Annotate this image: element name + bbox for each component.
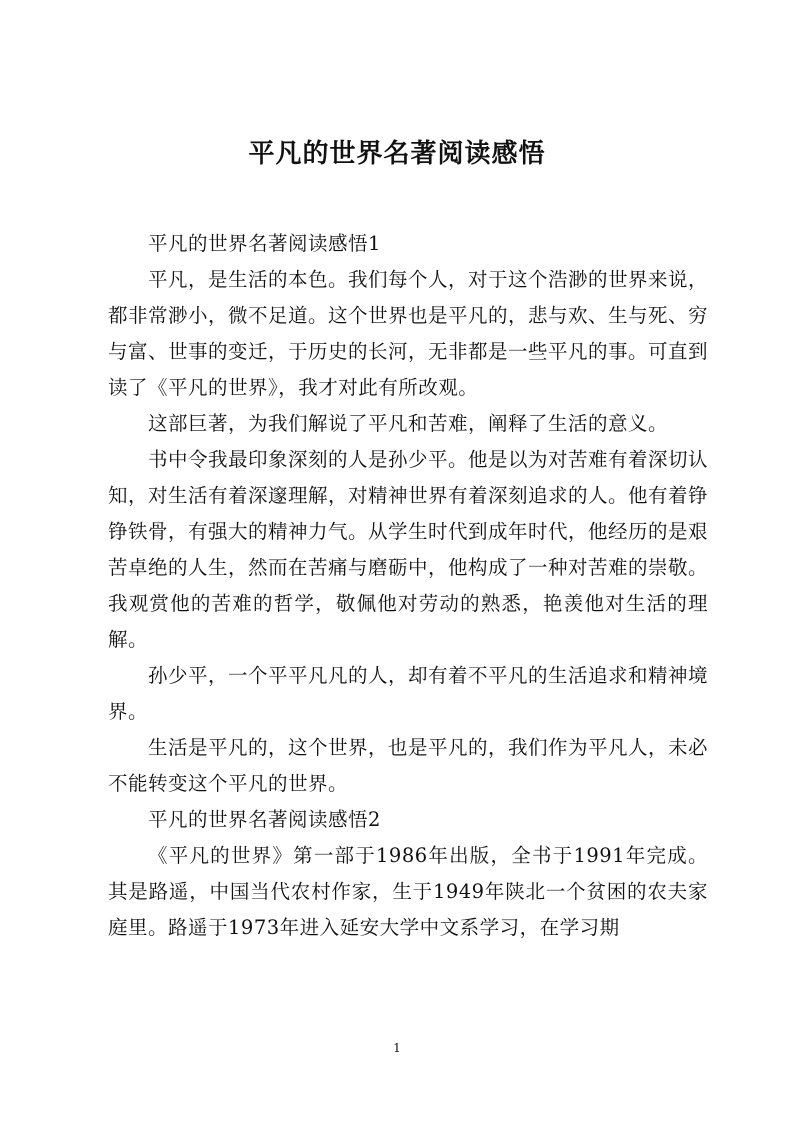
document-title: 平凡的世界名著阅读感悟 xyxy=(248,139,546,169)
paragraph: 生活是平凡的，这个世界，也是平凡的，我们作为平凡人，未必不能转变这个平凡的世界。 xyxy=(108,736,709,795)
paragraph: 孙少平，一个平平凡凡的人，却有着不平凡的生活追求和精神境界。 xyxy=(108,664,709,723)
section-heading: 平凡的世界名著阅读感悟2 xyxy=(148,808,381,831)
paragraph: 《平凡的世界》第一部于1986年出版，全书于1991年完成。其是路遥，中国当代农村作家，生于1949年陕北一个贫困的农夫家庭里。路遥于1973年进入延安大学中文系学习，在学习期 xyxy=(108,844,708,939)
section-heading: 平凡的世界名著阅读感悟1 xyxy=(148,232,381,255)
paragraph: 平凡，是生活的本色。我们每个人，对于这个浩渺的世界来说，都非常渺小，微不足道。这个世界也是平凡的，悲与欢、生与死、穷与富、世事的变迁，于历史的长河，无非都是一些平凡的事。可直到读了《平凡的世界》，我才对此有所改观。 xyxy=(108,268,709,399)
page-number: 1 xyxy=(393,1041,401,1055)
paragraph: 书中令我最印象深刻的人是孙少平。他是以为对苦难有着深切认知，对生活有着深邃理解，对精神世界有着深刻追求的人。他有着铮铮铁骨，有强大的精神力气。从学生时代到成年时代，他经历的是艰苦卓绝的人生，然而在苦痛与磨砺中，他构成了一种对苦难的崇敬。我观赏他的苦难的哲学，敬佩他对劳动的熟悉，艳羡他对生活的理解。 xyxy=(108,448,709,651)
document-body xyxy=(108,226,708,946)
paragraph: 这部巨著，为我们解说了平凡和苦难，阐释了生活的意义。 xyxy=(148,412,669,435)
